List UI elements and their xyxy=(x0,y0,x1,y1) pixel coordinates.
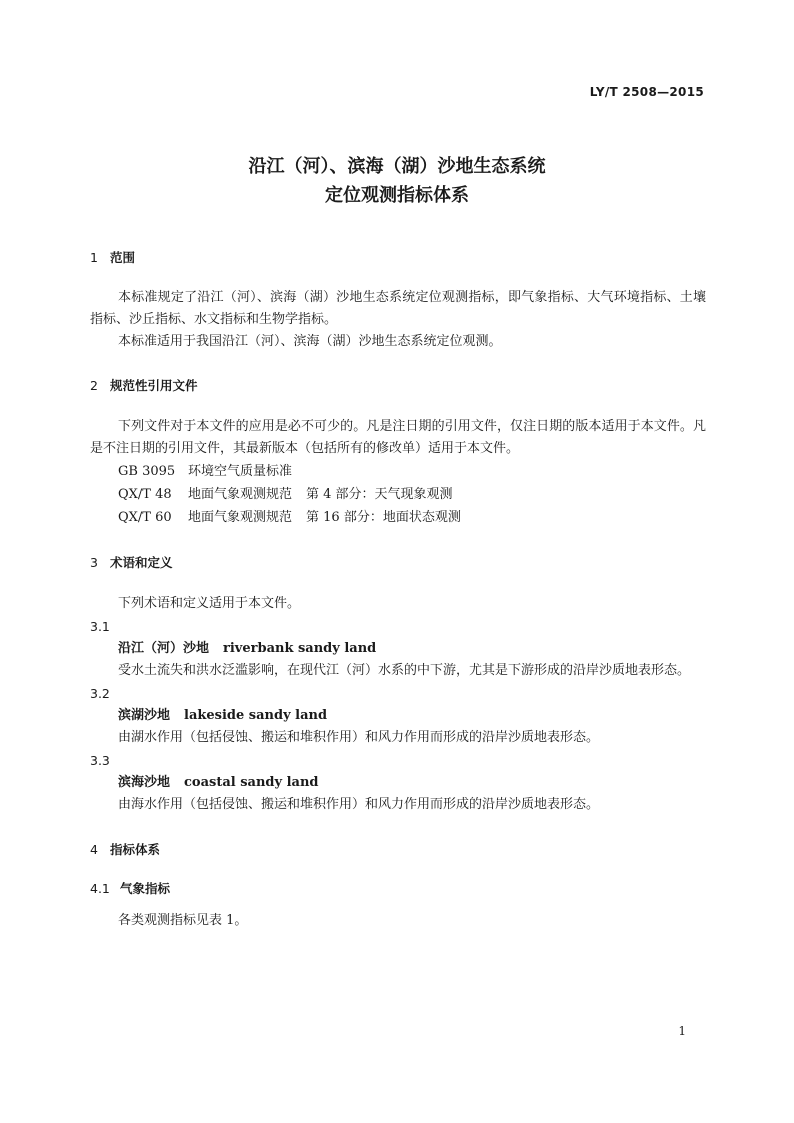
scope-paragraph-1: 本标准规定了沿江（河）、滨海（湖）沙地生态系统定位观测指标，即气象指标、大气环境指标、土壤指标、沙丘指标、水文指标和生物学指标。 xyxy=(90,290,706,327)
term-entry xyxy=(118,638,376,660)
reference-name: 环境空气质量标准 xyxy=(188,464,293,479)
section-2-heading xyxy=(90,376,198,394)
term-chinese: 沿江（河）沙地 xyxy=(118,641,210,656)
term-definition: 由湖水作用（包括侵蚀、搬运和堆积作用）和风力作用而形成的沿岸沙质地表形态。 xyxy=(118,730,600,745)
reference-part: 第 4 部分：天气现象观测 xyxy=(306,487,453,502)
term-definition: 受水土流失和洪水泛滥影响，在现代江（河）水系的中下游，尤其是下游形成的沿岸沙质地表形态。 xyxy=(118,663,691,678)
term-english: riverbank sandy land xyxy=(223,641,377,656)
page-number: 1 xyxy=(678,1024,686,1038)
subsection-4-1-text: 各类观测指标见表 1。 xyxy=(118,913,248,928)
term-english: lakeside sandy land xyxy=(184,708,328,723)
reference-item xyxy=(118,484,453,506)
term-entry xyxy=(118,772,319,794)
section-title: 范围 xyxy=(110,250,136,265)
term-chinese: 滨海沙地 xyxy=(118,775,171,790)
section-number: 1 xyxy=(90,250,98,265)
reference-name: 地面气象观测规范 xyxy=(188,510,293,525)
term-english: coastal sandy land xyxy=(184,775,319,790)
reference-code: QX/T 48 xyxy=(118,487,172,502)
clause-number: 3.3 xyxy=(90,753,110,768)
reference-name: 地面气象观测规范 xyxy=(188,487,293,502)
subsection-number: 4.1 xyxy=(90,881,110,896)
section-4-heading xyxy=(90,840,160,858)
term-entry xyxy=(118,705,327,727)
term-definition: 由海水作用（包括侵蚀、搬运和堆积作用）和风力作用而形成的沿岸沙质地表形态。 xyxy=(118,797,600,812)
section-number: 4 xyxy=(90,842,98,857)
reference-part: 第 16 部分：地面状态观测 xyxy=(306,510,461,525)
reference-code: QX/T 60 xyxy=(118,510,172,525)
term-chinese: 滨湖沙地 xyxy=(118,708,171,723)
references-intro: 下列文件对于本文件的应用是必不可少的。凡是注日期的引用文件，仅注日期的版本适用于本文件。凡是不注日期的引用文件，其最新版本（包括所有的修改单）适用于本文件。 xyxy=(90,419,706,456)
clause-number: 3.1 xyxy=(90,619,110,634)
terms-intro: 下列术语和定义适用于本文件。 xyxy=(118,596,301,611)
section-3-heading xyxy=(90,553,173,571)
reference-code: GB 3095 xyxy=(118,464,176,479)
standard-number: LY/T 2508—2015 xyxy=(589,85,704,99)
section-number: 3 xyxy=(90,555,98,570)
scope-paragraph-2: 本标准适用于我国沿江（河）、滨海（湖）沙地生态系统定位观测。 xyxy=(118,334,502,349)
clause-number: 3.2 xyxy=(90,686,110,701)
section-title: 术语和定义 xyxy=(110,555,173,570)
document-title-line-2: 定位观测指标体系 xyxy=(325,185,469,206)
section-title: 指标体系 xyxy=(110,842,161,857)
reference-item xyxy=(118,461,306,483)
document-title-line-1: 沿江（河）、滨海（湖）沙地生态系统 xyxy=(248,156,546,177)
subsection-4-1-heading xyxy=(90,879,170,897)
reference-item xyxy=(118,507,461,529)
section-1-heading xyxy=(90,248,135,266)
section-number: 2 xyxy=(90,378,98,393)
section-title: 规范性引用文件 xyxy=(110,378,198,393)
subsection-title: 气象指标 xyxy=(120,881,171,896)
